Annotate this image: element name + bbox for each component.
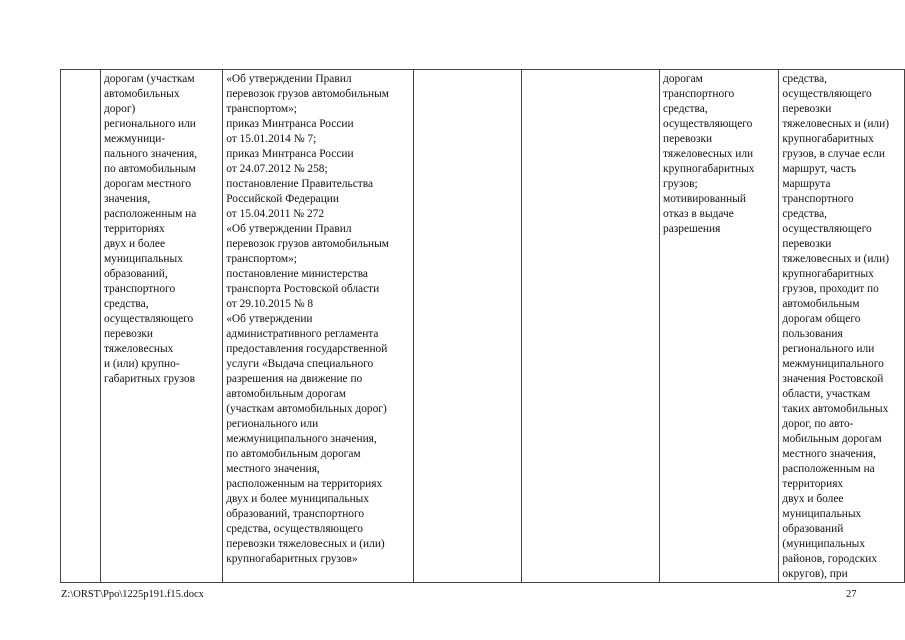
cell-text-line: тяжеловесных или [663, 148, 754, 160]
cell-text-line: дорог, по авто- [782, 418, 854, 430]
cell-text-line: осуществляющего [782, 88, 872, 100]
cell-text-line: тяжеловесных и (или) [782, 253, 889, 265]
document-table [60, 69, 905, 583]
cell-text-line: тяжеловесных [103, 343, 174, 355]
cell-text-line: транспорта Ростовской области [226, 283, 380, 295]
cell-text-line: двух и более муниципальных [226, 493, 370, 505]
cell-text-line: транспортного [782, 193, 854, 205]
cell-text-line: средства, [782, 73, 827, 85]
cell-text-line: крупногабаритных [782, 133, 874, 145]
cell-text-line: местного значения, [226, 463, 320, 475]
cell-text-line: и (или) крупно- [103, 358, 180, 370]
cell-text-line: крупногабаритных грузов» [226, 553, 358, 565]
cell-text-line: грузов; [663, 178, 698, 190]
cell-text-line: дорог) [103, 103, 136, 115]
cell-text-line: от 24.07.2012 № 258; [226, 163, 328, 175]
cell-text-line: расположенным на [782, 463, 875, 475]
cell-text-line: округов), при [782, 568, 848, 580]
cell-text-line: межмуниципального значения, [226, 433, 377, 445]
cell-text-line: средства, [782, 208, 827, 220]
cell-text-line: местного значения, [782, 448, 876, 460]
cell-text-line: средства, осуществляющего [226, 523, 363, 535]
cell-text-line: «Об утверждении [226, 313, 313, 325]
cell-text-line: габаритных грузов [103, 373, 195, 385]
cell-text-line: значения Ростовской [782, 373, 884, 385]
cell-text-line: средства, [103, 298, 149, 310]
cell-text-line: приказ Минтранса России [226, 118, 354, 130]
cell-text-line: осуществляющего [103, 313, 194, 325]
cell-text-line: маршрута [782, 178, 831, 190]
cell-text-line: разрешения на движение по [226, 373, 363, 385]
cell-text-line: муниципальных [782, 508, 862, 520]
cell-text-line: межмуниципального [782, 358, 884, 370]
cell-text-line: осуществляющего [782, 223, 872, 235]
cell-text-line: перевозки [782, 238, 832, 250]
table-cell-col3 [223, 70, 413, 583]
cell-text-line: перевозки [103, 328, 153, 340]
cell-text-line: по автомобильным дорогам [226, 448, 361, 460]
cell-text-line: образований, [103, 268, 168, 280]
cell-text-line: дорогам (участкам [103, 73, 195, 85]
cell-text-line: от 15.04.2011 № 272 [226, 208, 325, 220]
cell-text-line: двух и более [103, 238, 166, 250]
cell-text-line: регионального или [782, 343, 875, 355]
cell-text-line: по автомобильным [103, 163, 196, 175]
cell-text-line: средства, [663, 103, 708, 115]
cell-text-line: дорогам общего [782, 313, 861, 325]
cell-text-line: перевозки [663, 133, 713, 145]
cell-text-line: перевозок грузов автомобильным [226, 88, 389, 100]
cell-text-line: дорогам [663, 73, 703, 85]
cell-text-line: образований [782, 523, 844, 535]
cell-text-line: разрешения [663, 223, 721, 235]
cell-text-line: образований, транспортного [226, 508, 365, 520]
table-cell-col5 [522, 70, 660, 583]
cell-text-line: от 15.01.2014 № 7; [226, 133, 317, 145]
cell-text-line: предоставления государственной [226, 343, 388, 355]
cell-text-line: значения, [103, 193, 151, 205]
cell-text-line: грузов, в случае если [782, 148, 885, 160]
cell-text-line: мобильным дорогам [782, 433, 882, 445]
cell-text-line: тяжеловесных и (или) [782, 118, 889, 130]
cell-text-line: транспортного [103, 283, 176, 295]
cell-text-line: транспортом»; [226, 103, 297, 115]
footer-file-path: Z:\ORST\Ppo\1225p191.f15.docx [61, 589, 204, 600]
cell-text-line: перевозки тяжеловесных и (или) [226, 538, 385, 550]
cell-text-line: «Об утверждении Правил [226, 223, 352, 235]
cell-text-line: мотивированный [663, 193, 746, 205]
table-cell-col1 [61, 70, 101, 583]
cell-text-line: услуги «Выдача специального [226, 358, 374, 370]
cell-text-line: территориях [782, 478, 844, 490]
cell-text-line: крупногабаритных [663, 163, 755, 175]
cell-text-line: районов, городских [782, 553, 878, 565]
cell-text-line: «Об утверждении Правил [226, 73, 352, 85]
table-row [61, 70, 905, 583]
cell-text-line: территориях [103, 223, 165, 235]
cell-text-line: административного регламента [226, 328, 379, 340]
cell-text-line: приказ Минтранса России [226, 148, 354, 160]
cell-text-line: грузов, проходит по [782, 283, 879, 295]
cell-text-line: двух и более [782, 493, 844, 505]
cell-text-line: перевозки [782, 103, 832, 115]
cell-text-line: постановление министерства [226, 268, 368, 280]
cell-text-line: постановление Правительства [226, 178, 374, 190]
cell-text-line: автомобильным дорогам [226, 388, 346, 400]
cell-text-line: крупногабаритных [782, 268, 874, 280]
cell-text-line: автомобильным [782, 298, 860, 310]
cell-text-line: дорогам местного [103, 178, 192, 190]
cell-text-line: (муниципальных [782, 538, 866, 550]
cell-text-line: расположенным на территориях [226, 478, 383, 490]
cell-text-line: пального значения, [103, 148, 198, 160]
cell-text-line: Российской Федерации [226, 193, 339, 205]
cell-text-line: от 29.10.2015 № 8 [226, 298, 314, 310]
cell-text-line: автомобильных [103, 88, 180, 100]
cell-text-line: осуществляющего [663, 118, 753, 130]
cell-text-line: муниципальных [103, 253, 183, 265]
cell-text-line: перевозок грузов автомобильным [226, 238, 389, 250]
cell-text-line: регионального или [226, 418, 319, 430]
page-number: 27 [846, 589, 857, 600]
cell-text-line: транспортом»; [226, 253, 297, 265]
cell-text-line: таких автомобильных [782, 403, 889, 415]
table-cell-col2 [100, 70, 222, 583]
cell-text-line: (участкам автомобильных дорог) [226, 403, 387, 415]
cell-text-line: регионального или [103, 118, 196, 130]
table-cell-col7 [779, 70, 905, 583]
table-cell-col4 [413, 70, 522, 583]
cell-text-line: отказ в выдаче [663, 208, 734, 220]
cell-text-line: пользования [782, 328, 843, 340]
cell-text-line: расположенным на [103, 208, 197, 220]
cell-text-line: области, участкам [782, 388, 871, 400]
cell-text-line: маршрут, часть [782, 163, 857, 175]
cell-text-line: транспортного [663, 88, 735, 100]
table-cell-col6 [660, 70, 779, 583]
cell-text-line: межмуници- [103, 133, 166, 145]
